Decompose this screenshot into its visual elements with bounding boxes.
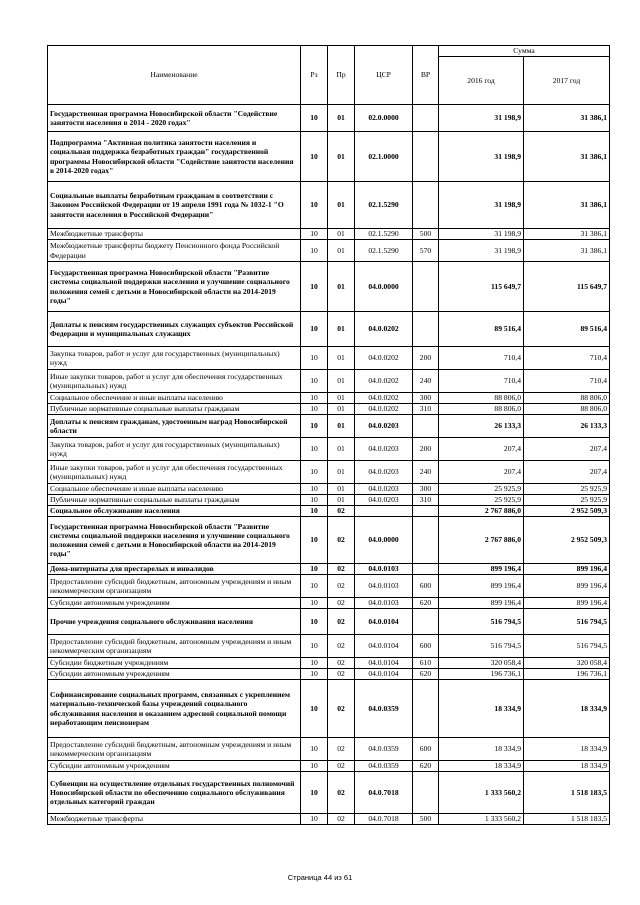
row-vr: 620 [413,598,439,609]
row-pr: 02 [328,658,355,669]
row-vr [413,415,439,438]
row-rz: 10 [301,132,328,182]
row-pr: 02 [328,772,355,814]
row-name: Субвенции на осуществление отдельных государственных полномочий Новосибирской области по обеспечению социального обслуживания отдельных категорий граждан [48,772,301,814]
row-sum-2016: 115 649,7 [439,262,524,312]
row-name: Публичные нормативные социальные выплаты гражданам [48,495,301,506]
row-rz: 10 [301,761,328,772]
row-pr: 02 [328,635,355,658]
row-sum-2016: 899 196,4 [439,598,524,609]
row-sum-2017: 710,4 [524,370,610,393]
table-row [48,347,610,370]
row-pr: 01 [328,415,355,438]
row-name: Субсидии автономным учреждениям [48,598,301,609]
row-name: Иные закупки товаров, работ и услуг для обеспечения государственных (муниципальных) нужд [48,370,301,393]
table-row [48,761,610,772]
row-name: Социальное обеспечение и иные выплаты населению [48,484,301,495]
row-vr [413,609,439,635]
table-row [48,404,610,415]
table-row [48,658,610,669]
row-sum-2017: 2 952 509,3 [524,506,610,517]
row-name: Социальное обслуживание населения [48,506,301,517]
row-rz: 10 [301,517,328,564]
row-name: Подпрограмма "Активная политика занятости населения и социальная поддержка безработных граждан" государственной программы Новосибирской области "Содействие занятости населения в 2014-2020 годах" [48,132,301,182]
row-vr: 610 [413,658,439,669]
row-pr: 01 [328,495,355,506]
row-csr: 04.0.0203 [355,484,413,495]
row-vr: 600 [413,738,439,761]
row-rz: 10 [301,312,328,347]
row-rz: 10 [301,669,328,680]
col-header-2016: 2016 год [439,57,524,105]
row-vr: 600 [413,575,439,598]
row-csr: 04.0.0000 [355,262,413,312]
row-vr [413,680,439,738]
row-vr [413,517,439,564]
row-name: Закупка товаров, работ и услуг для государственных (муниципальных) нужд [48,438,301,461]
row-pr: 02 [328,761,355,772]
row-pr: 02 [328,814,355,825]
row-rz: 10 [301,680,328,738]
row-csr: 02.1.5290 [355,240,413,262]
row-rz: 10 [301,575,328,598]
row-sum-2016: 26 133,3 [439,415,524,438]
row-name: Государственная программа Новосибирской области "Развитие системы социальной поддержки населения и улучшение социального положения семей с детьми в Новосибирской области на 2014-2019 годы" [48,517,301,564]
row-csr: 02.0.0000 [355,105,413,132]
row-vr: 620 [413,669,439,680]
table-row [48,312,610,347]
row-pr: 02 [328,575,355,598]
row-rz: 10 [301,564,328,575]
row-csr: 04.0.0104 [355,635,413,658]
row-sum-2017: 18 334,9 [524,738,610,761]
row-sum-2016: 516 794,5 [439,609,524,635]
row-pr: 01 [328,404,355,415]
row-sum-2016: 18 334,9 [439,761,524,772]
row-pr: 02 [328,669,355,680]
table-row [48,461,610,484]
row-vr [413,564,439,575]
row-pr: 01 [328,312,355,347]
row-vr: 310 [413,404,439,415]
col-header-rz: Рз [301,46,328,105]
row-name: Социальное обеспечение и иные выплаты населению [48,393,301,404]
row-sum-2017: 320 058,4 [524,658,610,669]
row-vr [413,262,439,312]
row-name: Предоставление субсидий бюджетным, автономным учреждениям и иным некоммерческим организациям [48,575,301,598]
row-sum-2016: 25 925,9 [439,495,524,506]
col-header-name: Наименование [48,46,301,105]
row-rz: 10 [301,262,328,312]
row-sum-2017: 31 386,1 [524,240,610,262]
table-row [48,262,610,312]
row-pr: 01 [328,370,355,393]
budget-table [47,45,610,825]
row-pr: 02 [328,738,355,761]
row-vr [413,132,439,182]
row-sum-2017: 89 516,4 [524,312,610,347]
row-rz: 10 [301,461,328,484]
row-csr: 04.0.0203 [355,495,413,506]
row-sum-2016: 196 736,1 [439,669,524,680]
row-name: Социальные выплаты безработным гражданам в соответствии с Законом Российской Федерации от 19 апреля 1991 года № 1032-1 "О занятости населения в Российской Федерации" [48,182,301,229]
row-sum-2016: 1 333 560,2 [439,814,524,825]
row-vr: 300 [413,393,439,404]
row-sum-2016: 2 767 886,0 [439,517,524,564]
table-row [48,105,610,132]
row-csr: 04.0.0104 [355,669,413,680]
table-row [48,814,610,825]
row-sum-2016: 88 806,0 [439,393,524,404]
col-header-2017: 2017 год [524,57,610,105]
row-rz: 10 [301,105,328,132]
row-sum-2016: 710,4 [439,370,524,393]
row-sum-2017: 207,4 [524,438,610,461]
row-rz: 10 [301,438,328,461]
row-pr: 01 [328,132,355,182]
row-rz: 10 [301,370,328,393]
row-csr: 04.0.0202 [355,312,413,347]
table-row [48,738,610,761]
row-rz: 10 [301,484,328,495]
row-pr: 02 [328,506,355,517]
row-name: Дома-интернаты для престарелых и инвалидов [48,564,301,575]
row-csr: 04.0.7018 [355,772,413,814]
row-sum-2017: 31 386,1 [524,182,610,229]
row-name: Софинансирование социальных программ, связанных с укреплением материально-технической базы учреждений социального обслуживания населения и оказанием адресной социальной помощи неработающим пенсионерам [48,680,301,738]
row-sum-2016: 899 196,4 [439,575,524,598]
row-rz: 10 [301,182,328,229]
col-header-vr: ВР [413,46,439,105]
row-sum-2017: 899 196,4 [524,575,610,598]
row-sum-2016: 31 198,9 [439,229,524,240]
row-name: Предоставление субсидий бюджетным, автономным учреждениям и иным некоммерческим организациям [48,738,301,761]
row-csr: 02.1.5290 [355,229,413,240]
col-header-sum: Сумма [439,46,610,57]
row-rz: 10 [301,404,328,415]
row-sum-2017: 25 925,9 [524,495,610,506]
row-pr: 01 [328,262,355,312]
row-vr [413,312,439,347]
row-csr: 02.1.0000 [355,132,413,182]
row-sum-2017: 516 794,5 [524,609,610,635]
row-sum-2017: 207,4 [524,461,610,484]
row-rz: 10 [301,738,328,761]
table-row [48,564,610,575]
row-sum-2016: 320 058,4 [439,658,524,669]
row-rz: 10 [301,814,328,825]
row-rz: 10 [301,598,328,609]
table-row [48,517,610,564]
table-row [48,598,610,609]
table-row [48,393,610,404]
row-name: Закупка товаров, работ и услуг для государственных (муниципальных) нужд [48,347,301,370]
row-name: Межбюджетные трансферты бюджету Пенсионного фонда Российской Федерации [48,240,301,262]
row-pr: 02 [328,598,355,609]
row-name: Субсидии автономным учреждениям [48,669,301,680]
table-row [48,240,610,262]
col-header-csr: ЦСР [355,46,413,105]
table-row [48,438,610,461]
row-pr: 02 [328,517,355,564]
row-rz: 10 [301,495,328,506]
row-sum-2016: 18 334,9 [439,680,524,738]
row-sum-2017: 31 386,1 [524,229,610,240]
row-sum-2017: 1 518 183,5 [524,814,610,825]
table-row [48,182,610,229]
row-rz: 10 [301,658,328,669]
table-row [48,506,610,517]
row-sum-2017: 25 925,9 [524,484,610,495]
row-rz: 10 [301,635,328,658]
row-rz: 10 [301,229,328,240]
row-vr: 620 [413,761,439,772]
table-row [48,484,610,495]
row-csr: 04.0.7018 [355,814,413,825]
row-vr [413,772,439,814]
row-sum-2017: 196 736,1 [524,669,610,680]
row-sum-2017: 516 794,5 [524,635,610,658]
row-csr: 04.0.0359 [355,680,413,738]
row-csr: 04.0.0202 [355,347,413,370]
row-sum-2017: 88 806,0 [524,393,610,404]
row-sum-2017: 710,4 [524,347,610,370]
row-sum-2016: 31 198,9 [439,132,524,182]
row-sum-2016: 31 198,9 [439,182,524,229]
row-sum-2016: 2 767 886,0 [439,506,524,517]
row-name: Государственная программа Новосибирской области "Содействие занятости населения в 2014 - 2020 годах" [48,105,301,132]
row-sum-2017: 88 806,0 [524,404,610,415]
row-sum-2017: 31 386,1 [524,105,610,132]
row-vr: 240 [413,370,439,393]
row-sum-2017: 2 952 509,3 [524,517,610,564]
row-sum-2016: 899 196,4 [439,564,524,575]
row-pr: 01 [328,438,355,461]
row-pr: 01 [328,347,355,370]
table-row [48,635,610,658]
row-name: Иные закупки товаров, работ и услуг для обеспечения государственных (муниципальных) нужд [48,461,301,484]
table-row [48,132,610,182]
row-vr: 500 [413,229,439,240]
row-pr: 02 [328,609,355,635]
table-row [48,669,610,680]
table-row [48,772,610,814]
row-sum-2016: 31 198,9 [439,105,524,132]
table-row [48,609,610,635]
row-csr: 04.0.0000 [355,517,413,564]
row-pr: 01 [328,182,355,229]
row-rz: 10 [301,772,328,814]
row-csr: 04.0.0104 [355,609,413,635]
row-rz: 10 [301,240,328,262]
row-name: Публичные нормативные социальные выплаты гражданам [48,404,301,415]
col-header-pr: Пр [328,46,355,105]
row-rz: 10 [301,415,328,438]
row-vr: 500 [413,814,439,825]
row-csr [355,506,413,517]
row-csr: 04.0.0103 [355,575,413,598]
table-body [48,105,610,825]
row-sum-2016: 207,4 [439,438,524,461]
row-vr: 600 [413,635,439,658]
row-csr: 04.0.0202 [355,393,413,404]
row-sum-2017: 18 334,9 [524,761,610,772]
row-sum-2016: 207,4 [439,461,524,484]
row-csr: 04.0.0202 [355,404,413,415]
row-pr: 02 [328,564,355,575]
row-sum-2016: 710,4 [439,347,524,370]
row-vr: 200 [413,438,439,461]
row-name: Межбюджетные трансферты [48,814,301,825]
row-csr: 04.0.0359 [355,761,413,772]
row-vr [413,182,439,229]
row-pr: 01 [328,393,355,404]
row-sum-2016: 1 333 560,2 [439,772,524,814]
row-vr: 310 [413,495,439,506]
row-sum-2017: 18 334,9 [524,680,610,738]
row-name: Субсидии бюджетным учреждениям [48,658,301,669]
row-sum-2017: 26 133,3 [524,415,610,438]
row-sum-2017: 899 196,4 [524,598,610,609]
table-row [48,229,610,240]
page-number: Страница 44 из 61 [287,873,353,882]
row-name: Доплаты к пенсиям гражданам, удостоенным наград Новосибирской области [48,415,301,438]
row-csr: 04.0.0104 [355,658,413,669]
row-sum-2017: 899 196,4 [524,564,610,575]
row-vr [413,506,439,517]
table-row [48,415,610,438]
row-pr: 01 [328,461,355,484]
row-csr: 04.0.0203 [355,415,413,438]
row-name: Субсидии автономным учреждениям [48,761,301,772]
row-vr [413,105,439,132]
row-name: Прочие учреждения социального обслуживания населения [48,609,301,635]
row-sum-2016: 31 198,9 [439,240,524,262]
row-pr: 01 [328,229,355,240]
row-vr: 570 [413,240,439,262]
row-name: Доплаты к пенсиям государственных служащих субъектов Российской Федерации и муниципальных служащих [48,312,301,347]
row-sum-2016: 88 806,0 [439,404,524,415]
row-csr: 04.0.0202 [355,370,413,393]
table-row [48,370,610,393]
row-rz: 10 [301,609,328,635]
row-rz: 10 [301,506,328,517]
table-row [48,680,610,738]
row-rz: 10 [301,347,328,370]
row-pr: 01 [328,240,355,262]
row-sum-2016: 18 334,9 [439,738,524,761]
row-csr: 04.0.0103 [355,564,413,575]
row-vr: 300 [413,484,439,495]
row-name: Предоставление субсидий бюджетным, автономным учреждениям и иным некоммерческим организациям [48,635,301,658]
row-pr: 01 [328,484,355,495]
row-pr: 02 [328,680,355,738]
row-csr: 04.0.0359 [355,738,413,761]
row-csr: 04.0.0203 [355,461,413,484]
row-sum-2017: 115 649,7 [524,262,610,312]
row-vr: 200 [413,347,439,370]
row-csr: 04.0.0203 [355,438,413,461]
row-sum-2017: 31 386,1 [524,132,610,182]
row-rz: 10 [301,393,328,404]
row-name: Государственная программа Новосибирской области "Развитие системы социальной поддержки населения и улучшение социального положения семей с детьми в Новосибирской области на 2014-2019 годы" [48,262,301,312]
row-pr: 01 [328,105,355,132]
row-csr: 02.1.5290 [355,182,413,229]
row-csr: 04.0.0103 [355,598,413,609]
row-name: Межбюджетные трансферты [48,229,301,240]
row-sum-2016: 89 516,4 [439,312,524,347]
row-sum-2016: 25 925,9 [439,484,524,495]
table-row [48,575,610,598]
row-sum-2017: 1 518 183,5 [524,772,610,814]
row-vr: 240 [413,461,439,484]
table-row [48,495,610,506]
row-sum-2016: 516 794,5 [439,635,524,658]
